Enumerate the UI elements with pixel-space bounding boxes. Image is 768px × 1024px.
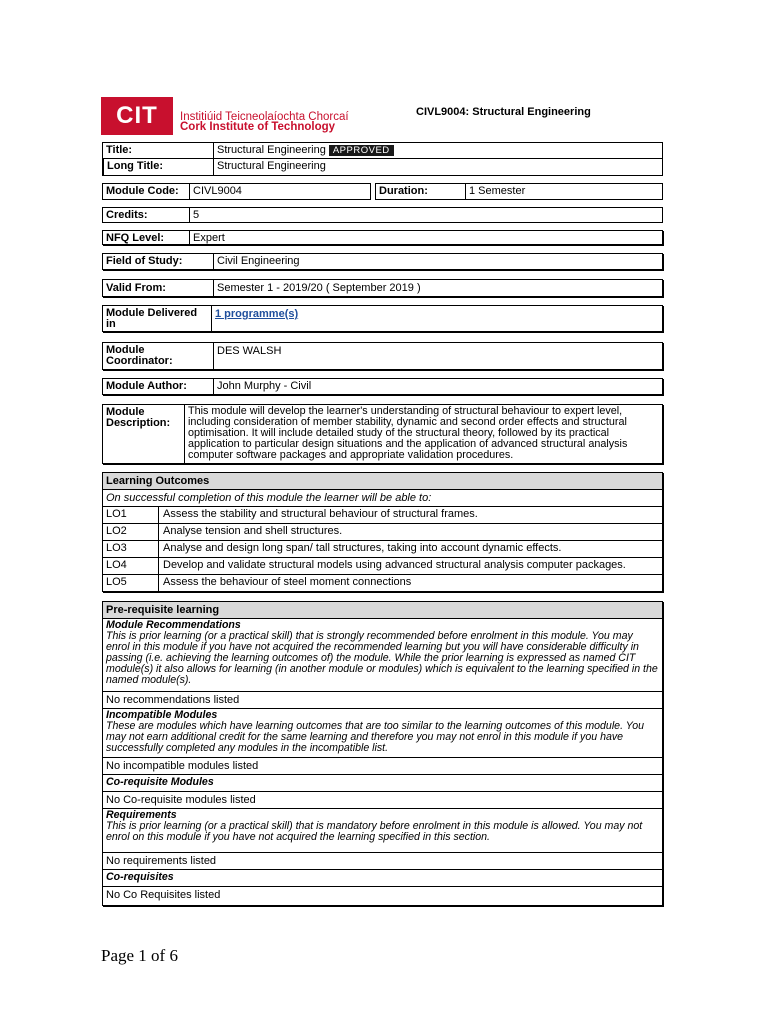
title-block — [102, 142, 663, 176]
lo-id: LO2 — [103, 524, 159, 540]
coreq-modules-value: No Co-requisite modules listed — [103, 792, 662, 809]
incompatible-description: These are modules which have learning outcomes that are too similar to the learning outcomes of this module. You may not earn additional credit for the same learning and therefore you may not enrol in this module if you have successfully completed any modules in the incompatible list. — [106, 720, 645, 754]
nfq-value: Expert — [189, 231, 662, 244]
description-label: Module Description: — [106, 406, 171, 429]
author-row — [102, 378, 663, 395]
credits-label: Credits: — [106, 209, 148, 221]
coordinator-label: Module Coordinator: — [106, 344, 173, 367]
lo-id: LO3 — [103, 541, 159, 557]
duration-row — [375, 183, 663, 200]
coreqs-title: Co-requisites — [106, 871, 174, 883]
lo-text: Analyse and design long span/ tall structures, taking into account dynamic effects. — [163, 542, 562, 554]
title-label: Title: — [103, 143, 213, 159]
author-value: John Murphy - Civil — [213, 379, 662, 394]
lo-row — [103, 541, 662, 558]
lo-row — [103, 507, 662, 524]
duration-value: 1 Semester — [465, 184, 662, 199]
requirements-description: This is prior learning (or a practical skill) that is mandatory before enrolment in this module is allowed. You may not enrol on this module if you have not acquired the learning specified in this section. — [106, 820, 643, 843]
recommendations-title: Module Recommendations — [106, 619, 241, 631]
lo-id: LO5 — [103, 575, 159, 592]
logo-english-name: Cork Institute of Technology — [180, 121, 336, 133]
cit-logo — [101, 97, 391, 135]
document-title: CIVL9004: Structural Engineering — [416, 106, 591, 118]
credits-value: 5 — [189, 208, 662, 222]
author-label: Module Author: — [106, 380, 187, 392]
lo-row — [103, 558, 662, 575]
coreqs-value: No Co Requisites listed — [106, 889, 221, 901]
delivered-in-row — [102, 305, 663, 332]
recommendations-description: This is prior learning (or a practical skill) that is strongly recommended before enrolment in this module. You may enrol in this module if you have not acquired the recommended learning but you will have considerable difficulty in passing (i.e. achieving the learning outcomes of) the module. While the prior learning is expressed as named CIT module(s) it also allows for learning (in another module or modules) which is equivalent to the learning specified in the named module(s). — [106, 630, 658, 686]
prerequisite-heading: Pre-requisite learning — [103, 602, 662, 619]
module-code-value: CIVL9004 — [189, 184, 370, 199]
valid-from-label: Valid From: — [106, 282, 166, 294]
requirements-block — [103, 809, 662, 853]
cit-logo-mark: CIT — [101, 97, 173, 135]
lo-text: Assess the stability and structural behaviour of structural frames. — [163, 508, 478, 520]
nfq-label: NFQ Level: — [106, 232, 165, 244]
module-code-label: Module Code: — [106, 185, 179, 197]
nfq-row — [102, 230, 663, 245]
credits-row — [102, 207, 663, 223]
field-of-study-label: Field of Study: — [106, 255, 183, 267]
incompatible-title: Incompatible Modules — [106, 709, 218, 721]
coreq-modules-title: Co-requisite Modules — [106, 776, 214, 788]
lo-row — [103, 524, 662, 541]
description-row — [102, 404, 663, 464]
page-number: Page 1 of 6 — [101, 946, 178, 965]
lo-id: LO1 — [103, 507, 159, 523]
title-value-cell — [213, 143, 662, 159]
learning-outcomes-intro: On successful completion of this module the learner will be able to: — [103, 490, 662, 507]
incompatible-value: No incompatible modules listed — [103, 758, 662, 775]
prerequisite-table — [102, 601, 663, 906]
duration-label: Duration: — [379, 185, 428, 197]
valid-from-value: Semester 1 - 2019/20 ( September 2019 ) — [213, 280, 662, 296]
learning-outcomes-heading: Learning Outcomes — [103, 473, 662, 490]
learning-outcomes-table — [102, 472, 663, 592]
coordinator-value: DES WALSH — [213, 343, 662, 369]
requirements-title: Requirements — [106, 809, 177, 821]
coreq-modules-block — [103, 775, 662, 792]
long-title-label: Long Title: — [103, 159, 213, 175]
description-value: This module will develop the learner's understanding of structural behaviour to expert level, including consideration of member stability, dynamic and second order effects and structural optimisation. It will include detailed study of the structural theory, followed by its practical application to particular design situations and the application of advanced structural analysis computer software packages and appropriate validation procedures. — [184, 405, 662, 463]
lo-id: LO4 — [103, 558, 159, 574]
lo-text: Analyse tension and shell structures. — [163, 525, 343, 537]
title-value: Structural Engineering — [217, 144, 326, 156]
module-code-row — [102, 183, 371, 200]
programmes-link[interactable]: 1 programme(s) — [215, 308, 299, 320]
requirements-value: No requirements listed — [103, 853, 662, 870]
field-of-study-row — [102, 253, 663, 270]
delivered-in-label: Module Delivered in — [106, 307, 198, 330]
long-title-value: Structural Engineering — [213, 159, 662, 175]
lo-text: Assess the behaviour of steel moment connections — [163, 576, 412, 588]
recommendations-block — [103, 619, 662, 692]
coordinator-row — [102, 342, 663, 370]
recommendations-value: No recommendations listed — [103, 692, 662, 709]
approved-badge: APPROVED — [329, 145, 394, 156]
lo-row — [103, 575, 662, 592]
logo-irish-name: Institiúid Teicneolaíochta Chorcaí — [180, 111, 349, 123]
valid-from-row — [102, 279, 663, 297]
incompatible-block — [103, 709, 662, 758]
lo-text: Develop and validate structural models using advanced structural analysis computer packages. — [163, 559, 626, 571]
programmes-cell — [211, 306, 662, 331]
field-of-study-value: Civil Engineering — [213, 254, 662, 269]
coreqs-block — [103, 870, 662, 887]
